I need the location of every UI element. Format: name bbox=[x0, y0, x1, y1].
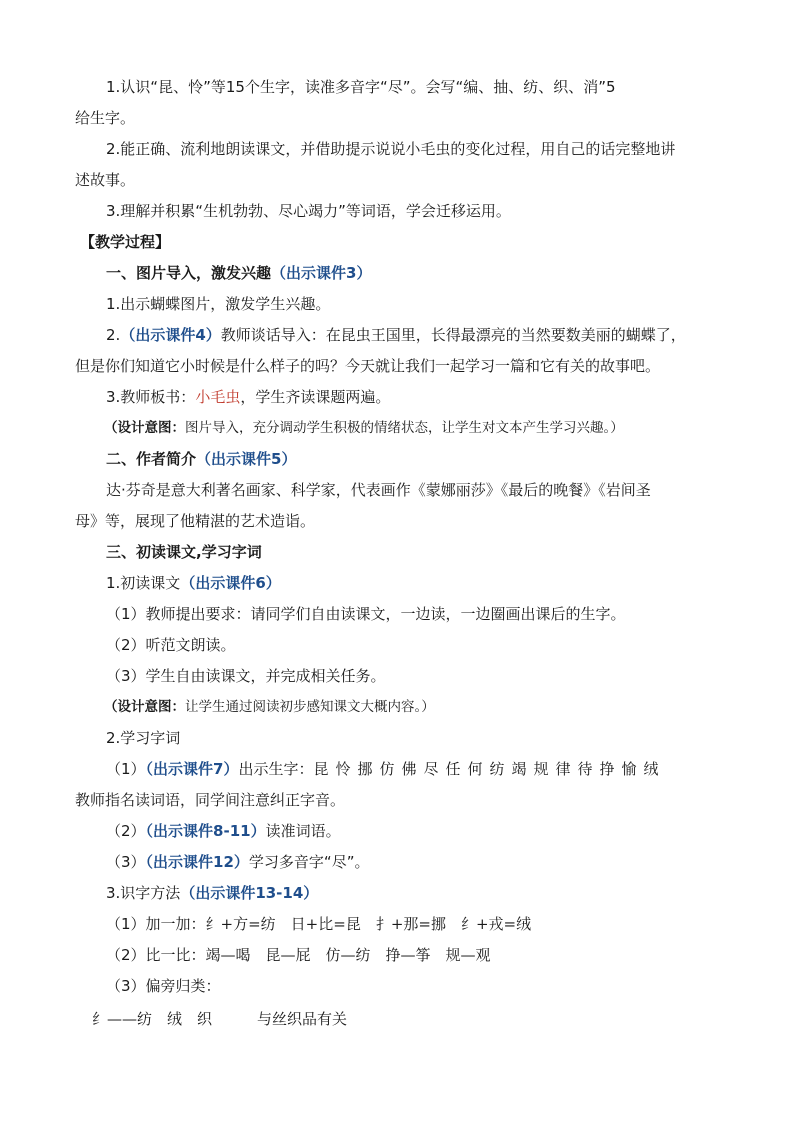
method-label: （1）加一加： bbox=[106, 915, 206, 933]
note-label: （设计意图： bbox=[104, 420, 185, 436]
section-3-part-1-c: （3）学生自由读课文，并完成相关任务。 bbox=[106, 667, 386, 685]
section-3-part-2-b bbox=[106, 821, 724, 841]
item-text: 教师谈话导入：在昆虫王国里，长得最漂亮的当然要数美丽的蝴蝶了， bbox=[220, 326, 686, 344]
item-text-tail: ，学生齐读课题两遍。 bbox=[240, 388, 391, 406]
courseware-ref: （出示课件13-14） bbox=[180, 884, 319, 902]
objective-2-line-2: 述故事。 bbox=[75, 171, 136, 189]
item-text: 学习多音字“尽”。 bbox=[248, 853, 370, 871]
radical-grouping: 纟——纺 绒 织 与丝织品有关 bbox=[92, 1010, 348, 1028]
section-1-item-2 bbox=[106, 325, 724, 345]
note-label: （设计意图： bbox=[104, 699, 185, 715]
author-intro-line-1: 达·芬奇是意大利著名画家、科学家，代表画作《蒙娜丽莎》《最后的晚餐》《岩间圣 bbox=[106, 481, 651, 499]
author-intro-line-2: 母》等，展现了他精湛的艺术造诣。 bbox=[75, 512, 316, 530]
section-3-part-3-b bbox=[106, 945, 724, 965]
item-text: 3.教师板书： bbox=[106, 388, 196, 406]
note-text: 图片导入，充分调动学生积极的情绪状态，让学生对文本产生学习兴趣。） bbox=[185, 420, 624, 436]
section-1-title: 一、图片导入，激发兴趣 bbox=[106, 264, 272, 282]
objective-1-line-2: 给生字。 bbox=[75, 109, 136, 127]
courseware-ref: （出示课件7） bbox=[145, 760, 239, 778]
item-number: （3） bbox=[106, 853, 146, 871]
method-examples: 竭—喝 昆—屁 仿—纺 挣—筝 规—观 bbox=[205, 946, 491, 964]
section-2-heading bbox=[106, 449, 724, 469]
section-3-part-1 bbox=[106, 573, 724, 593]
courseware-ref: （出示课件8-11） bbox=[145, 822, 266, 840]
section-1-design-note bbox=[104, 418, 724, 438]
section-2-courseware-ref: （出示课件5） bbox=[196, 450, 297, 468]
new-characters: 昆怜挪仿佛尽任何纺竭规律待挣愉绒 bbox=[313, 760, 666, 778]
item-number: 2. bbox=[106, 326, 121, 344]
board-title: 小毛虫 bbox=[195, 388, 241, 406]
courseware-ref: （出示课件6） bbox=[180, 574, 281, 592]
section-3-part-3-a bbox=[106, 914, 724, 934]
note-text: 让学生通过阅读初步感知课文大概内容。） bbox=[185, 699, 435, 715]
courseware-ref: （出示课件12） bbox=[145, 853, 249, 871]
section-3-design-note bbox=[104, 697, 724, 717]
section-3-part-1-a: （1）教师提出要求：请同学们自由读课文，一边读，一边圈画出课后的生字。 bbox=[106, 605, 626, 623]
section-3-part-3 bbox=[106, 883, 724, 903]
process-heading: 【教学过程】 bbox=[80, 233, 171, 251]
section-1-item-1: 1.出示蝴蝶图片，激发学生兴趣。 bbox=[106, 295, 331, 313]
item-text: 读准词语。 bbox=[265, 822, 341, 840]
item-text: 出示生字： bbox=[238, 760, 314, 778]
section-3-part-1-b: （2）听范文朗读。 bbox=[106, 636, 236, 654]
section-3-part-2-c bbox=[106, 852, 724, 872]
objective-2-line-1: 2.能正确、流利地朗读课文，并借助提示说说小毛虫的变化过程，用自己的话完整地讲 bbox=[106, 140, 676, 158]
section-3-part-2-a bbox=[106, 759, 724, 779]
part-title: 3.识字方法 bbox=[106, 884, 181, 902]
objective-3: 3.理解并积累“生机勃勃、尽心竭力”等词语，学会迁移运用。 bbox=[106, 202, 511, 220]
item-number: （1） bbox=[106, 760, 146, 778]
section-2-title: 二、作者简介 bbox=[106, 450, 197, 468]
section-1-item-3 bbox=[106, 387, 724, 407]
section-3-title: 三、初读课文,学习字词 bbox=[106, 543, 262, 561]
method-examples: 纟+方=纺 日+比=昆 扌+那=挪 纟+戎=绒 bbox=[205, 915, 532, 933]
section-1-courseware-ref: （出示课件3） bbox=[271, 264, 372, 282]
part-title: 1.初读课文 bbox=[106, 574, 181, 592]
section-1-item-2-line-2: 但是你们知道它小时候是什么样子的吗？今天就让我们一起学习一篇和它有关的故事吧。 bbox=[75, 357, 661, 375]
method-label: （2）比一比： bbox=[106, 946, 206, 964]
section-3-part-2: 2.学习字词 bbox=[106, 729, 181, 747]
item-number: （2） bbox=[106, 822, 146, 840]
section-3-part-3-c: （3）偏旁归类： bbox=[106, 977, 221, 995]
objective-1-line-1: 1.认识“昆、怜”等15个生字，读准多音字“尽”。会写“编、抽、纺、织、消”5 bbox=[106, 78, 616, 96]
section-1-heading bbox=[106, 263, 724, 283]
section-3-part-2-a-line-2: 教师指名读词语，同学间注意纠正字音。 bbox=[75, 791, 346, 809]
courseware-ref: （出示课件4） bbox=[120, 326, 221, 344]
